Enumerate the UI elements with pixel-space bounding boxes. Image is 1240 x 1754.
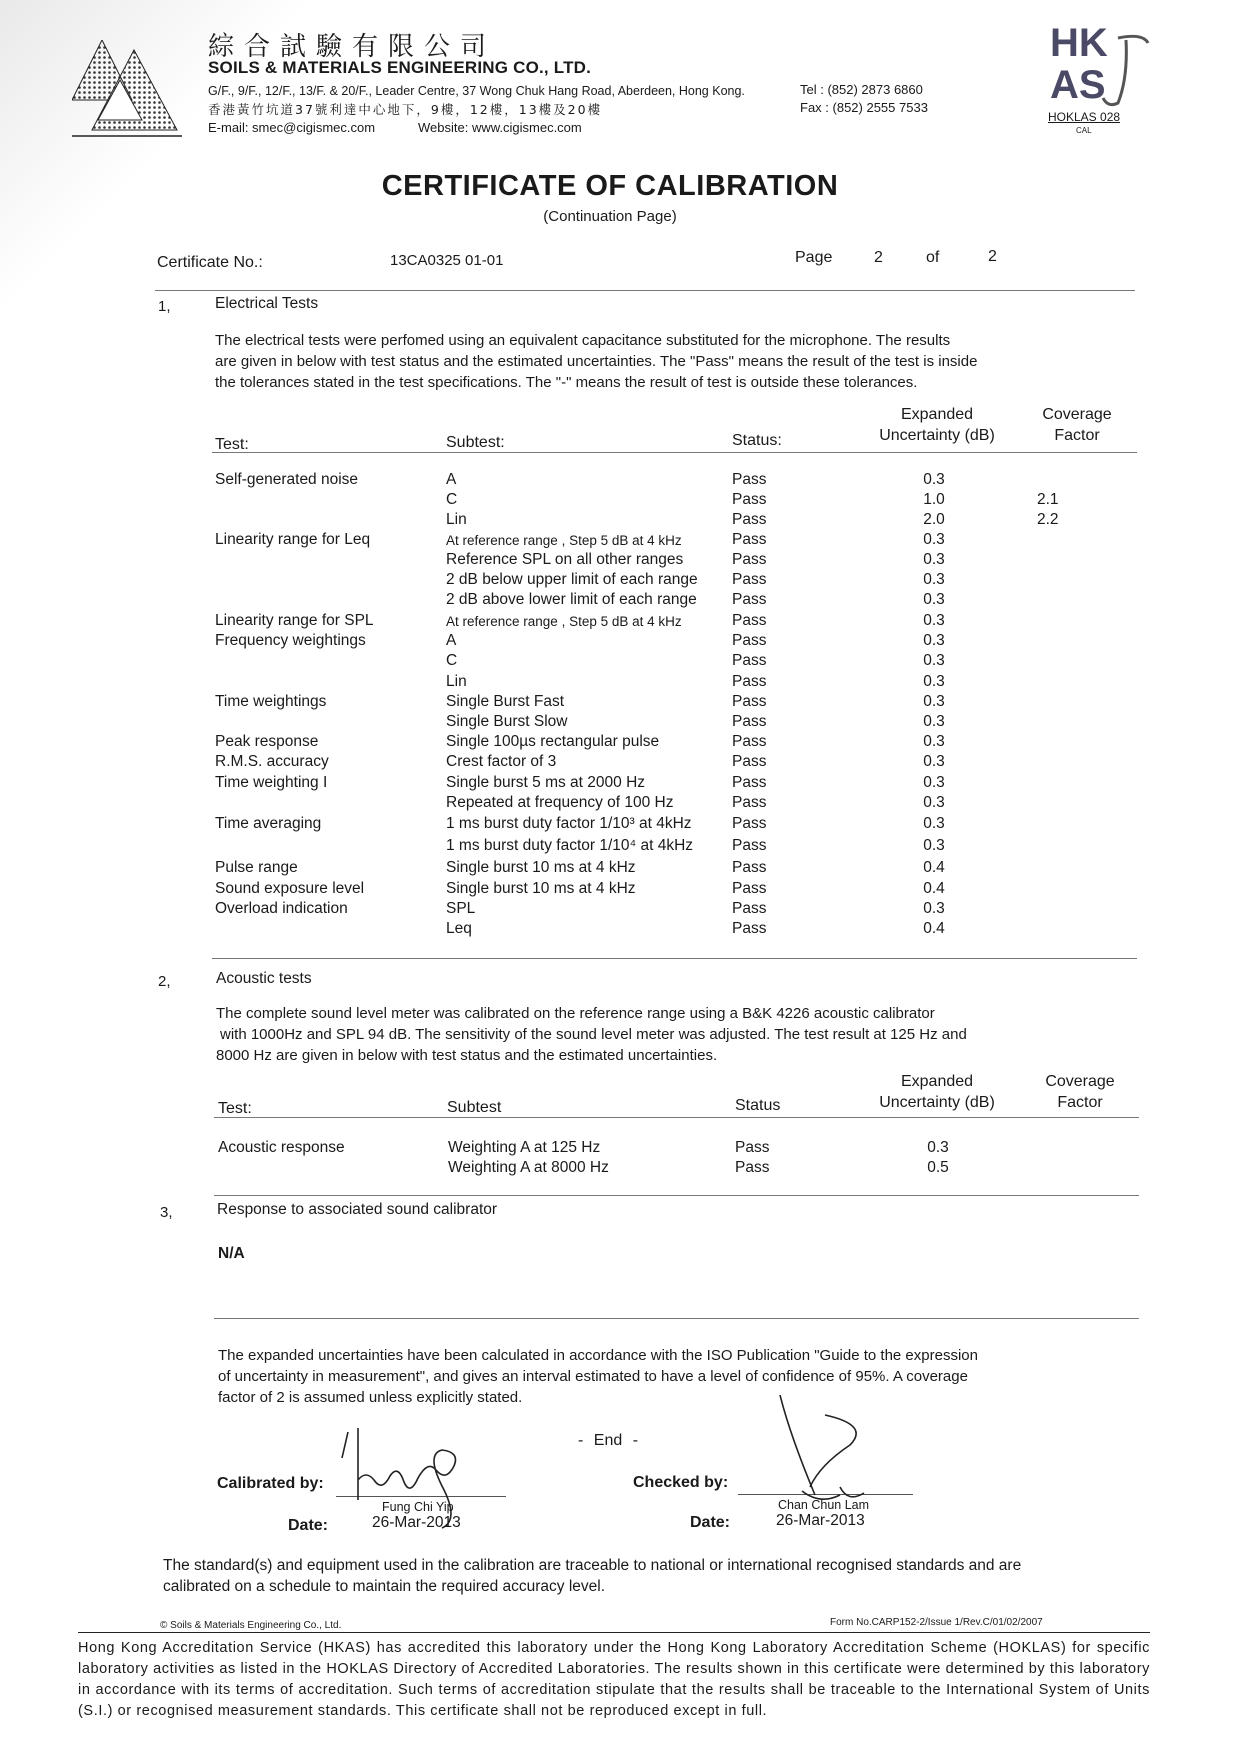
calibrated-date-label: Date:: [288, 1517, 329, 1534]
row-test-name: Pulse range: [215, 859, 298, 876]
row-subtest: Lin: [446, 511, 467, 528]
row-uncertainty: 0.5: [927, 1159, 949, 1176]
row-status: Pass: [732, 652, 767, 669]
row-status: Pass: [732, 491, 767, 508]
row-uncertainty: 1.0: [923, 491, 945, 508]
checked-date-label: Date:: [690, 1514, 731, 1531]
row-subtest: C: [446, 491, 458, 508]
hoklas-cal: CAL: [1076, 126, 1092, 135]
row-status: Pass: [732, 471, 767, 488]
row-status: Pass: [732, 774, 767, 791]
row-uncertainty: 0.3: [923, 531, 945, 548]
row-status: Pass: [732, 511, 767, 528]
col-header-coverage: Coverage Factor: [1045, 1073, 1115, 1111]
col-header-subtest: Subtest: [447, 1099, 502, 1116]
certificate-title: CERTIFICATE OF CALIBRATION: [381, 170, 839, 202]
row-status: Pass: [732, 880, 767, 897]
col-header-uncertainty: Expanded Uncertainty (dB): [879, 406, 995, 444]
row-status: Pass: [732, 673, 767, 690]
page-number: 2: [874, 249, 883, 266]
company-address-cn: 香港黃竹坑道37號利達中心地下，9樓，12樓，13樓及20樓: [208, 102, 603, 117]
row-uncertainty: 0.3: [923, 713, 945, 730]
row-test-name: Time averaging: [215, 815, 322, 832]
row-status: Pass: [732, 900, 767, 917]
row-uncertainty: 0.4: [923, 920, 945, 937]
row-status: Pass: [732, 612, 767, 629]
row-subtest: Single Burst Fast: [446, 693, 565, 710]
row-test-name: Linearity range for SPL: [215, 612, 374, 629]
row-uncertainty: 0.3: [923, 652, 945, 669]
row-subtest: Repeated at frequency of 100 Hz: [446, 794, 674, 811]
row-uncertainty: 0.4: [923, 880, 945, 897]
row-uncertainty: 2.0: [923, 511, 945, 528]
section-value: N/A: [218, 1245, 245, 1262]
row-uncertainty: 0.3: [923, 837, 945, 854]
row-uncertainty: 0.3: [927, 1139, 949, 1156]
row-subtest: SPL: [446, 900, 476, 917]
row-test-name: Peak response: [215, 733, 319, 750]
row-status: Pass: [732, 859, 767, 876]
row-subtest: Weighting A at 8000 Hz: [448, 1159, 609, 1176]
section-title: Acoustic tests: [216, 970, 312, 987]
company-website: Website: www.cigismec.com: [418, 120, 582, 135]
row-test-name: Time weighting I: [215, 774, 328, 791]
company-name-cn: 綜合試驗有限公司: [208, 32, 497, 62]
svg-text:AS: AS: [1050, 63, 1106, 107]
divider: [212, 958, 1137, 959]
row-subtest: Single burst 10 ms at 4 kHz: [446, 880, 636, 897]
col-header-status: Status: [735, 1097, 781, 1114]
row-subtest: Single burst 5 ms at 2000 Hz: [446, 774, 646, 791]
end-marker: - End -: [578, 1432, 639, 1449]
row-status: Pass: [732, 794, 767, 811]
row-uncertainty: 0.3: [923, 753, 945, 770]
row-uncertainty: 0.4: [923, 859, 945, 876]
accreditation-statement: Hong Kong Accreditation Service (HKAS) has accredited this laboratory under the Hong Kong Laboratory Accreditation Scheme (HOKLAS) for specific laboratory activities as listed in the HOKLAS Directory of Accredited Laboratories. The results shown in this certificate were determined by this laboratory in accordance with its terms of accreditation. Such terms of accreditation stipulate that the results shall be traceable to the International System of Units (S.I.) or recognised measurement standards. This certificate shall not be reproduced except in full.: [78, 1640, 1150, 1719]
checked-by-name: Chan Chun Lam: [778, 1498, 870, 1512]
row-subtest: A: [446, 632, 457, 649]
row-subtest: Weighting A at 125 Hz: [448, 1139, 601, 1156]
row-test-name: Acoustic response: [218, 1139, 345, 1156]
certificate-no-value: 13CA0325 01-01: [390, 252, 504, 269]
row-uncertainty: 0.3: [923, 673, 945, 690]
row-uncertainty: 0.3: [923, 733, 945, 750]
footer-divider: [78, 1632, 1150, 1633]
row-uncertainty: 0.3: [923, 471, 945, 488]
form-number: Form No.CARP152-2/Issue 1/Rev.C/01/02/2007: [830, 1617, 1043, 1628]
row-test-name: Sound exposure level: [215, 880, 365, 897]
row-test-name: Frequency weightings: [215, 632, 366, 649]
table-header-divider: [212, 452, 1137, 453]
row-status: Pass: [732, 531, 767, 548]
row-status: Pass: [732, 733, 767, 750]
row-status: Pass: [732, 591, 767, 608]
row-subtest: Reference SPL on all other ranges: [446, 551, 684, 568]
row-subtest: C: [446, 652, 458, 669]
row-subtest: 1 ms burst duty factor 1/10⁴ at 4kHz: [446, 837, 694, 854]
certificate-no-label: Certificate No.:: [157, 254, 263, 271]
checked-date: 26-Mar-2013: [776, 1512, 865, 1529]
row-subtest: A: [446, 471, 457, 488]
svg-text:HK: HK: [1050, 21, 1108, 65]
row-test-name: Time weightings: [215, 693, 327, 710]
row-status: Pass: [732, 837, 767, 854]
page-total: 2: [988, 248, 997, 265]
divider: [155, 290, 1135, 291]
row-status: Pass: [732, 632, 767, 649]
row-coverage: 2.2: [1037, 511, 1059, 528]
row-subtest: At reference range , Step 5 dB at 4 kHz: [446, 614, 682, 629]
company-logo: [72, 40, 182, 140]
company-tel: Tel : (852) 2873 6860: [800, 82, 923, 97]
section-number: 1,: [158, 298, 171, 315]
row-uncertainty: 0.3: [923, 571, 945, 588]
row-status: Pass: [732, 753, 767, 770]
row-status: Pass: [735, 1159, 770, 1176]
col-header-uncertainty: Expanded Uncertainty (dB): [879, 1073, 995, 1111]
col-header-coverage: Coverage Factor: [1042, 406, 1112, 444]
hoklas-mark: HOKLAS 028: [1048, 110, 1121, 124]
row-subtest: Single 100µs rectangular pulse: [446, 733, 660, 750]
row-uncertainty: 0.3: [923, 612, 945, 629]
row-test-name: Overload indication: [215, 900, 348, 917]
col-header-test: Test:: [215, 436, 249, 453]
row-status: Pass: [732, 815, 767, 832]
row-status: Pass: [732, 551, 767, 568]
company-address-en: G/F., 9/F., 12/F., 13/F. & 20/F., Leader Centre, 37 Wong Chuk Hang Road, Aberdeen, Hong Kong.: [208, 84, 745, 98]
row-subtest: 1 ms burst duty factor 1/10³ at 4kHz: [446, 815, 692, 832]
page-of-label: of: [926, 249, 940, 266]
row-test-name: Linearity range for Leq: [215, 531, 371, 548]
row-subtest: 2 dB below upper limit of each range: [446, 571, 698, 588]
col-header-subtest: Subtest:: [446, 434, 505, 451]
row-uncertainty: 0.3: [923, 794, 945, 811]
checked-by-label: Checked by:: [633, 1474, 729, 1491]
section-paragraph: The complete sound level meter was calibrated on the reference range using a B&K 4226 acoustic calibrator with 1000Hz and SPL 94 dB. The sensitivity of the sound level meter was adjusted. The test result at 125 Hz and 8000 Hz are given in below with test status and the estimated uncertainties.: [216, 1005, 967, 1064]
row-subtest: Single Burst Slow: [446, 713, 568, 730]
row-test-name: Self-generated noise: [215, 471, 359, 488]
row-uncertainty: 0.3: [923, 632, 945, 649]
row-uncertainty: 0.3: [923, 693, 945, 710]
row-uncertainty: 0.3: [923, 815, 945, 832]
row-subtest: Single burst 10 ms at 4 kHz: [446, 859, 636, 876]
copyright-text: © Soils & Materials Engineering Co., Ltd.: [160, 1620, 342, 1631]
section-number: 3,: [160, 1204, 173, 1221]
divider: [214, 1318, 1139, 1319]
divider: [214, 1195, 1139, 1196]
traceability-note: The standard(s) and equipment used in the calibration are traceable to national or international recognised standards and are calibrated on a schedule to maintain the required accuracy level.: [163, 1557, 1022, 1595]
row-uncertainty: 0.3: [923, 591, 945, 608]
row-coverage: 2.1: [1037, 491, 1059, 508]
company-email: E-mail: smec@cigismec.com: [208, 120, 376, 135]
row-subtest: At reference range , Step 5 dB at 4 kHz: [446, 533, 682, 548]
calibrated-by-label: Calibrated by:: [217, 1475, 324, 1492]
section-title: Electrical Tests: [215, 295, 319, 312]
uncertainty-note: The expanded uncertainties have been calculated in accordance with the ISO Publication "Guide to the expression of uncertainty in measurement", and gives an interval estimated to have a level of confidence of 95%. A coverage factor of 2 is assumed unless explicitly stated.: [218, 1347, 978, 1406]
col-header-test: Test:: [218, 1100, 252, 1117]
page-label: Page: [795, 249, 833, 266]
col-header-status: Status:: [732, 432, 782, 449]
row-uncertainty: 0.3: [923, 551, 945, 568]
row-uncertainty: 0.3: [923, 774, 945, 791]
row-subtest: Crest factor of 3: [446, 753, 557, 770]
calibrated-date: 26-Mar-2013: [372, 1514, 461, 1531]
section-title: Response to associated sound calibrator: [217, 1201, 498, 1218]
checked-signature: [740, 1395, 900, 1505]
certificate-subtitle: (Continuation Page): [543, 208, 677, 225]
row-status: Pass: [732, 920, 767, 937]
row-subtest: Leq: [446, 920, 472, 937]
company-fax: Fax : (852) 2555 7533: [800, 100, 928, 115]
section-paragraph: The electrical tests were perfomed using an equivalent capacitance substituted for the microphone. The results are given in below with test status and the estimated uncertainties. The "Pass" means the result of the test is inside the tolerances stated in the test specifications. The "-" means the result of test is outside these tolerances.: [215, 332, 978, 391]
row-status: Pass: [732, 571, 767, 588]
section-number: 2,: [158, 973, 171, 990]
row-subtest: 2 dB above lower limit of each range: [446, 591, 697, 608]
calibrated-by-name: Fung Chi Yip: [382, 1500, 454, 1514]
row-uncertainty: 0.3: [923, 900, 945, 917]
row-subtest: Lin: [446, 673, 467, 690]
row-test-name: R.M.S. accuracy: [215, 753, 329, 770]
row-status: Pass: [732, 713, 767, 730]
row-status: Pass: [732, 693, 767, 710]
row-status: Pass: [735, 1139, 770, 1156]
table-header-divider: [214, 1117, 1139, 1118]
company-name-en: SOILS & MATERIALS ENGINEERING CO., LTD.: [208, 58, 592, 77]
